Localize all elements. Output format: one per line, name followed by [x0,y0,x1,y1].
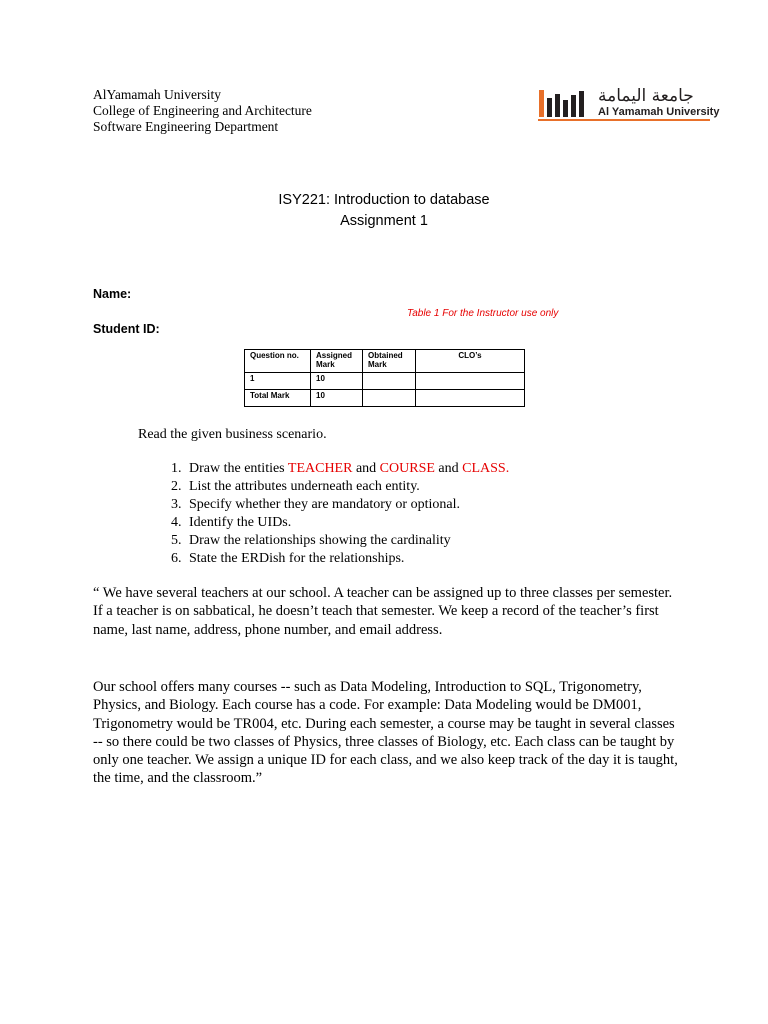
cell-assigned: 10 [311,373,363,390]
entity-teacher: TEACHER [287,461,353,476]
cell-total-clos [416,390,525,407]
cell-total-obtained [363,390,416,407]
student-id-label: Student ID: [93,322,160,336]
task-item-3: 3. Specify whether they are mandatory or optional. [185,496,509,514]
instructions-intro: Read the given business scenario. [138,427,327,442]
header-obtained-mark: Obtained Mark [363,350,416,373]
university-logo [538,86,720,124]
table-header-row [245,350,525,373]
marks-table [244,349,525,407]
department-name: Software Engineering Department [93,119,279,134]
college-name: College of Engineering and Architecture [93,103,312,118]
task-1-suffix: . [505,461,510,476]
logo-arabic-text: جامعة اليمامة [598,86,694,106]
task-1-and-2: and [434,461,463,476]
scenario-paragraph-2: Our school offers many courses -- such as Data Modeling, Introduction to SQL, Trigonometry, Physics, and Biology. Each course has a code. For example: Data Modeling would be DM001, Trigonometry would be TR004, etc. During each semester, a course may be taught in several classes -- so there could be two classes of Physics, three classes of Biology, etc. Each class can be taught by only one teacher. We assign a unique ID for each class, and we also keep track of the day it is taught, the time, and the classroom.” [93,679,678,787]
header-clos: CLO’s [416,350,525,373]
name-label: Name: [93,287,132,301]
institution-header [93,87,312,135]
table-row-total [245,390,525,407]
entity-course: COURSE [379,461,435,476]
task-1-prefix: Draw the entities [189,461,288,476]
task-item-4: 4. Identify the UIDs. [185,514,509,532]
cell-total-assigned: 10 [311,390,363,407]
logo-underline [538,119,710,121]
header-assigned-mark: Assigned Mark [311,350,363,373]
university-name: AlYamamah University [93,87,221,102]
assignment-title: Assignment 1 [340,213,428,229]
task-item-2: 2. List the attributes underneath each entity. [185,478,509,496]
cell-total-label: Total Mark [245,390,311,407]
entity-class: CLASS [462,461,506,476]
task-1-and-1: and [352,461,380,476]
logo-bars-icon [538,86,594,118]
cell-question: 1 [245,373,311,390]
task-item-6: 6. State the ERDish for the relationships. [185,550,509,568]
task-item-5: 5. Draw the relationships showing the cardinality [185,532,509,550]
task-list [160,460,509,568]
cell-obtained [363,373,416,390]
cell-clos [416,373,525,390]
table-caption: Table 1 For the Instructor use only [407,308,559,319]
course-title: ISY221: Introduction to database [278,192,490,208]
scenario-paragraph-1: “ We have several teachers at our school. A teacher can be assigned up to three classes per semester. If a teacher is on sabbatical, he doesn’t teach that semester. We keep a record of the teacher’s first name, last name, address, phone number, and email address. [93,585,673,638]
header-question-no: Question no. [245,350,311,373]
table-row [245,373,525,390]
logo-english-text: Al Yamamah University [598,106,720,118]
task-item-1 [185,460,509,478]
